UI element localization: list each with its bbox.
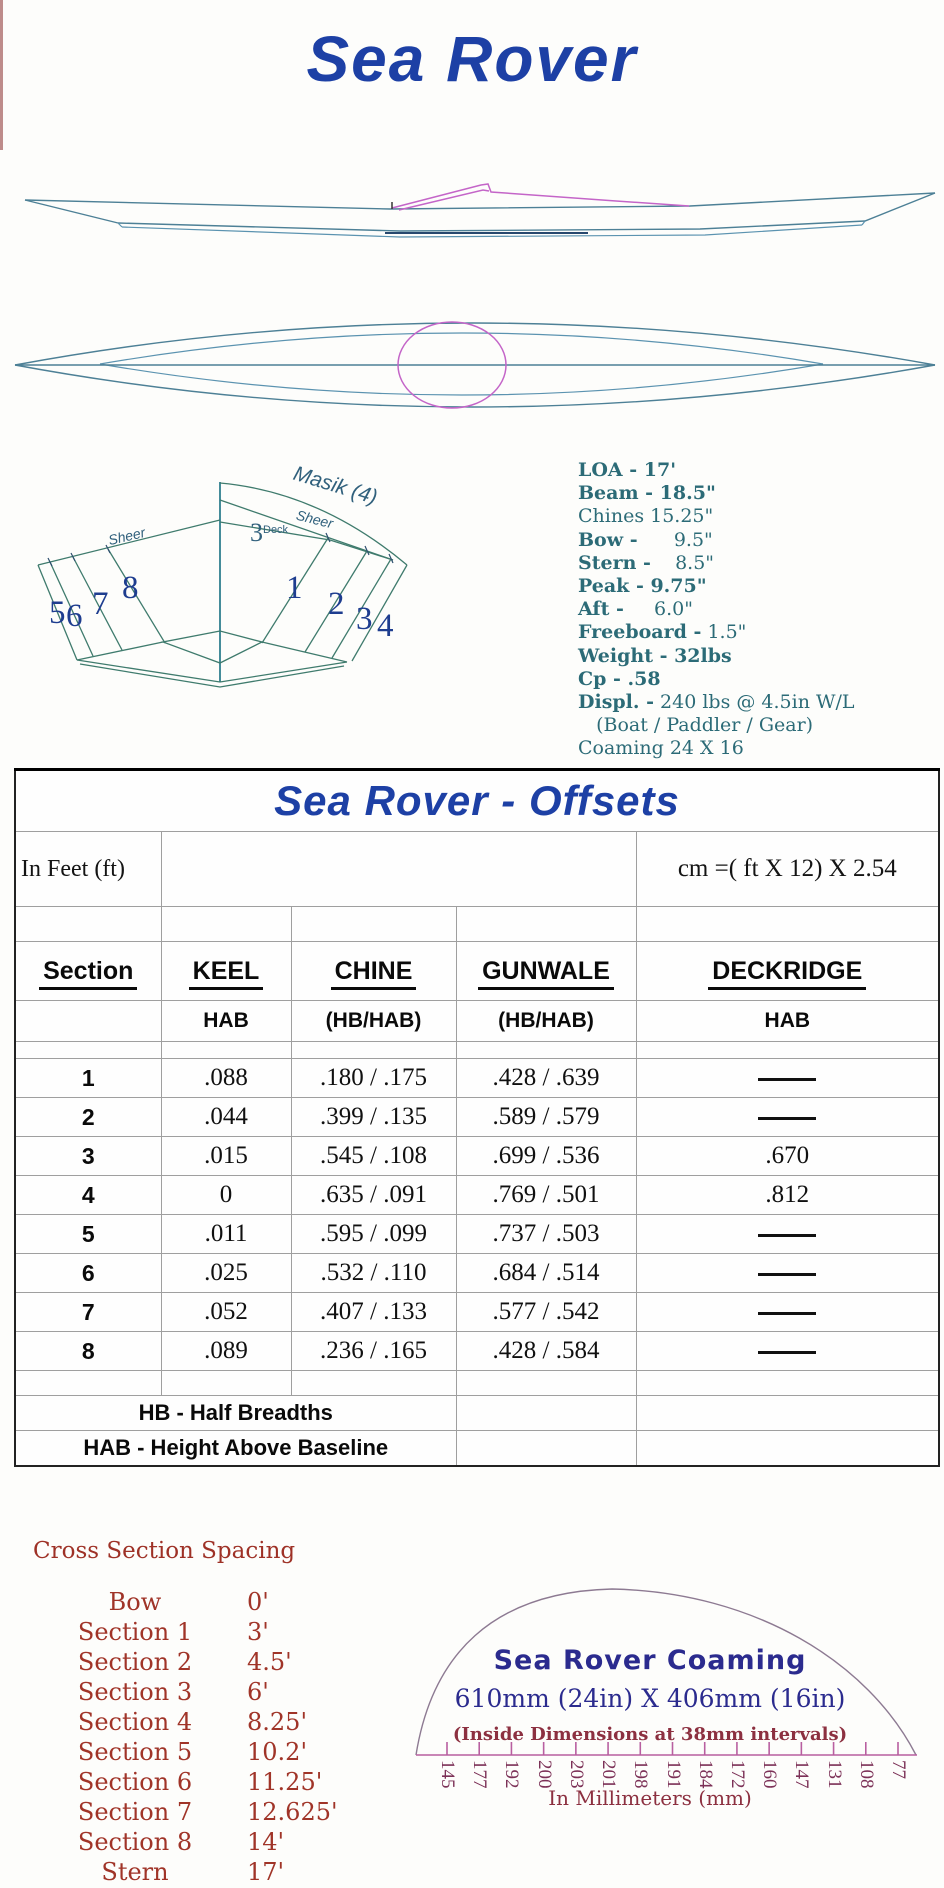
cell-gunwale: .769 / .501 <box>456 1176 636 1215</box>
spec-label: Beam - 18.5" <box>578 482 716 505</box>
kayak-side-view-drawing <box>0 150 944 280</box>
spec-line <box>578 645 928 668</box>
cell-section: 1 <box>15 1059 161 1098</box>
spec-line <box>578 482 928 505</box>
cell-gunwale: .684 / .514 <box>456 1254 636 1293</box>
spec-label: Weight - 32lbs <box>578 644 732 667</box>
offsets-data-row <box>15 1098 939 1137</box>
section-number-3: 3 <box>356 601 373 637</box>
footnote-row-hab <box>15 1431 939 1467</box>
spec-label: LOA - 17' <box>578 459 677 481</box>
ruler-measurement: 177 <box>469 1760 491 1789</box>
spacing-row <box>35 1618 365 1648</box>
spacing-label: Section 6 <box>77 1768 193 1796</box>
section-number-5: 5 <box>49 595 66 631</box>
col-header-gunwale: GUNWALE <box>478 957 614 990</box>
spec-label: Freeboard - <box>578 621 702 644</box>
unit-note-cm-formula: cm =( ft X 12) X 2.54 <box>636 832 939 907</box>
spec-line <box>578 459 928 482</box>
spec-line <box>578 529 928 552</box>
section-number-4: 4 <box>377 608 394 644</box>
spacing-row <box>35 1798 365 1828</box>
spec-label: Bow - <box>578 528 638 551</box>
spacing-list <box>35 1588 365 1888</box>
spec-value: 1.5" <box>701 621 747 644</box>
cell-section: 3 <box>15 1137 161 1176</box>
ruler-measurement: 160 <box>759 1760 781 1789</box>
offsets-data-row <box>15 1137 939 1176</box>
sheer-right-label: Sheer <box>294 506 335 532</box>
cell-gunwale: .737 / .503 <box>456 1215 636 1254</box>
spec-line <box>578 737 928 760</box>
cell-section: 8 <box>15 1332 161 1371</box>
ruler-measurement: 203 <box>565 1760 587 1789</box>
spec-label: Cp - .58 <box>578 667 661 690</box>
cell-chine: .407 / .133 <box>291 1293 456 1332</box>
deckridge-dash <box>758 1273 816 1276</box>
spec-label: Peak - 9.75" <box>578 575 707 598</box>
spec-label: Aft - <box>578 598 624 621</box>
subheader-chine-hbhab: (HB/HAB) <box>291 1001 456 1042</box>
coaming-note: (Inside Dimensions at 38mm intervals) <box>452 1724 848 1745</box>
spacing-label: Section 8 <box>77 1828 193 1856</box>
cell-gunwale: .699 / .536 <box>456 1137 636 1176</box>
cell-chine: .180 / .175 <box>291 1059 456 1098</box>
cell-gunwale: .589 / .579 <box>456 1098 636 1137</box>
spec-line <box>578 668 928 691</box>
cell-chine: .635 / .091 <box>291 1176 456 1215</box>
cell-keel: 0 <box>161 1176 291 1215</box>
spec-list <box>578 459 928 761</box>
cell-keel: .052 <box>161 1293 291 1332</box>
deckridge-dash <box>758 1117 816 1120</box>
col-header-chine: CHINE <box>331 957 417 990</box>
section-number-7: 7 <box>92 586 109 622</box>
col-header-section: Section <box>39 957 137 990</box>
coaming-title: Sea Rover Coaming <box>493 1645 807 1676</box>
spec-line <box>578 505 928 528</box>
spacing-label: Section 4 <box>77 1708 193 1736</box>
spacing-value: 17' <box>247 1858 285 1886</box>
spacing-value: 4.5' <box>247 1648 292 1676</box>
spacing-value: 8.25' <box>247 1708 308 1736</box>
offsets-data-row <box>15 1332 939 1371</box>
spacing-label: Bow <box>108 1588 162 1616</box>
offsets-table <box>14 768 940 1467</box>
offsets-data-row <box>15 1254 939 1293</box>
spacing-label: Section 2 <box>77 1648 193 1676</box>
offsets-table-title: Sea Rover - Offsets <box>15 770 939 832</box>
spacing-value: 3' <box>247 1618 269 1646</box>
ruler-measurement: 145 <box>437 1760 458 1789</box>
cell-deckridge <box>636 1293 939 1332</box>
cell-section: 6 <box>15 1254 161 1293</box>
spacing-row <box>35 1648 365 1678</box>
cell-section: 2 <box>15 1098 161 1137</box>
page-title: Sea Rover <box>306 23 638 95</box>
cell-chine: .595 / .099 <box>291 1215 456 1254</box>
spacing-row <box>35 1588 365 1618</box>
deckridge-dash <box>758 1312 816 1315</box>
spacing-label: Section 3 <box>77 1678 193 1706</box>
cell-gunwale: .577 / .542 <box>456 1293 636 1332</box>
deckridge-dash <box>758 1351 816 1354</box>
spacing-label: Stern <box>101 1858 169 1886</box>
offsets-data-row <box>15 1176 939 1215</box>
spacing-row <box>35 1828 365 1858</box>
cell-deckridge <box>636 1254 939 1293</box>
cell-deckridge <box>636 1332 939 1371</box>
masik-label: Masik (4) <box>290 461 380 510</box>
spacing-row <box>35 1738 365 1768</box>
cell-gunwale: .428 / .639 <box>456 1059 636 1098</box>
sheer-left-label: Sheer <box>106 524 147 548</box>
kayak-top-view-drawing <box>0 300 944 430</box>
ruler-measurement: 108 <box>855 1760 877 1789</box>
offsets-data-row <box>15 1215 939 1254</box>
spacing-value: 14' <box>247 1828 285 1856</box>
ruler-measurement: 147 <box>791 1760 813 1789</box>
unit-note-feet: In Feet (ft) <box>15 832 161 907</box>
spacing-label: Section 5 <box>77 1738 193 1766</box>
subheader-deckridge-hab: HAB <box>636 1001 939 1042</box>
section-number-6: 6 <box>66 598 83 634</box>
spec-value: 6.0" <box>623 598 694 621</box>
cell-section: 7 <box>15 1293 161 1332</box>
spacing-row <box>35 1858 365 1888</box>
spacing-title: Cross Section Spacing <box>33 1538 296 1564</box>
footnote-row-hb <box>15 1396 939 1431</box>
ruler-measurement: 191 <box>662 1760 684 1789</box>
offsets-subheader-row <box>15 1001 939 1042</box>
spec-value: 8.5" <box>650 551 715 574</box>
ruler-measurement: 201 <box>598 1760 620 1789</box>
cell-deckridge <box>636 1098 939 1137</box>
spec-line <box>578 621 928 644</box>
deck-number: 3 <box>250 518 263 547</box>
spec-line <box>578 714 928 737</box>
spec-label: Displ. - <box>578 691 655 714</box>
cell-chine: .236 / .165 <box>291 1332 456 1371</box>
deckridge-dash <box>758 1078 816 1081</box>
footnote-hb: HB - Half Breadths <box>15 1396 456 1431</box>
ruler-measurement: 198 <box>630 1760 652 1789</box>
cell-keel: .011 <box>161 1215 291 1254</box>
unit-row-spacer <box>161 832 636 907</box>
spacing-row <box>35 1678 365 1708</box>
spec-value: (Boat / Paddler / Gear) <box>578 714 814 737</box>
cell-deckridge <box>636 1215 939 1254</box>
spec-value: Chines 15.25" <box>578 505 714 528</box>
spacing-label: Section 7 <box>77 1798 193 1826</box>
spacing-value: 11.25' <box>247 1768 323 1796</box>
spacing-row <box>35 1708 365 1738</box>
cell-chine: .399 / .135 <box>291 1098 456 1137</box>
spacing-value: 0' <box>247 1588 269 1616</box>
ruler-measurement: 172 <box>726 1760 748 1789</box>
cell-keel: .088 <box>161 1059 291 1098</box>
subheader-gunwale-hbhab: (HB/HAB) <box>456 1001 636 1042</box>
spacing-value: 6' <box>247 1678 269 1706</box>
subheader-keel-hab: HAB <box>161 1001 291 1042</box>
ruler-measurement: 77 <box>888 1760 909 1779</box>
cell-gunwale: .428 / .584 <box>456 1332 636 1371</box>
ruler-measurement: 200 <box>533 1760 555 1789</box>
cell-keel: .089 <box>161 1332 291 1371</box>
spec-value: Coaming 24 X 16 <box>578 737 744 760</box>
spec-value: 240 lbs @ 4.5in W/L <box>654 691 855 714</box>
cell-chine: .532 / .110 <box>291 1254 456 1293</box>
col-header-keel: KEEL <box>189 957 264 990</box>
footnote-hab: HAB - Height Above Baseline <box>15 1431 456 1467</box>
section-number-1: 1 <box>286 570 303 606</box>
ruler-measurement: 192 <box>501 1760 523 1789</box>
cell-section: 5 <box>15 1215 161 1254</box>
deck-label: Deck <box>263 524 289 536</box>
deckridge-dash <box>758 1234 816 1237</box>
section-number-2: 2 <box>328 586 345 622</box>
spacing-label: Section 1 <box>77 1618 193 1646</box>
spacing-value: 12.625' <box>247 1798 338 1826</box>
coaming-unit-label: In Millimeters (mm) <box>548 1786 752 1810</box>
spacing-value: 10.2' <box>247 1738 308 1766</box>
cell-chine: .545 / .108 <box>291 1137 456 1176</box>
ruler-measurement: 131 <box>823 1760 845 1789</box>
coaming-dimensions: 610mm (24in) X 406mm (16in) <box>454 1684 846 1713</box>
cell-section: 4 <box>15 1176 161 1215</box>
offsets-data-row <box>15 1059 939 1098</box>
cell-keel: .044 <box>161 1098 291 1137</box>
deck-label-group <box>250 518 288 548</box>
spec-value: 9.5" <box>637 528 713 551</box>
spec-label: Stern - <box>578 551 651 574</box>
offsets-data-row <box>15 1293 939 1332</box>
spec-line <box>578 598 928 621</box>
cell-deckridge <box>636 1059 939 1098</box>
ruler-measurement: 184 <box>694 1760 716 1789</box>
spacing-row <box>35 1768 365 1798</box>
spec-line <box>578 575 928 598</box>
cell-deckridge: .812 <box>636 1176 939 1215</box>
col-header-deckridge: DECKRIDGE <box>708 957 866 990</box>
offsets-header-row <box>15 942 939 1001</box>
spec-line <box>578 552 928 575</box>
section-number-8: 8 <box>122 570 139 606</box>
spec-line <box>578 691 928 714</box>
cell-keel: .025 <box>161 1254 291 1293</box>
cell-keel: .015 <box>161 1137 291 1176</box>
cell-deckridge: .670 <box>636 1137 939 1176</box>
